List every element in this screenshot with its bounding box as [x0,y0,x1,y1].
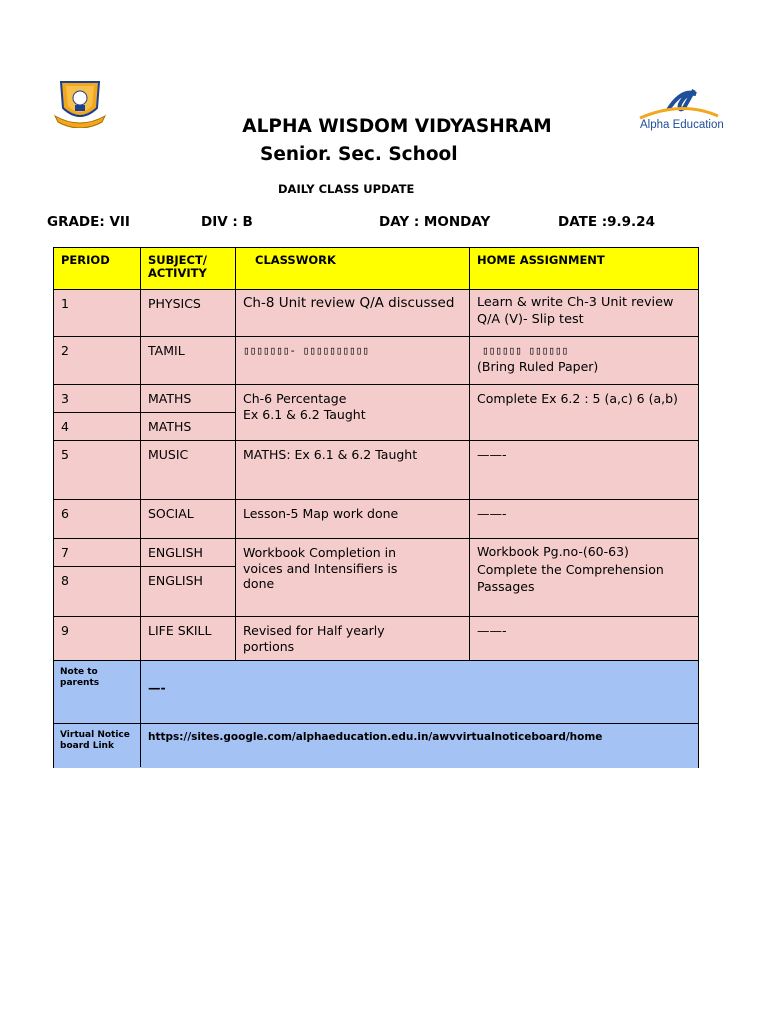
period-8: 8 [61,573,69,588]
logo-brand-text: Alpha Education [640,119,724,131]
link-label: Virtual Notice board Link [60,730,130,751]
classwork-1: Ch-8 Unit review Q/A discussed [243,295,455,311]
classwork-3-line1: Ch-6 Percentage [243,391,347,406]
date-label: DATE :9.9.24 [558,214,655,230]
home-2-note: (Bring Ruled Paper) [477,358,599,374]
col-header-subject: SUBJECT/ ACTIVITY [148,253,208,280]
classwork-9: Revised for Half yearly portions [243,623,385,654]
period-6: 6 [61,506,69,521]
subject-7: ENGLISH [148,545,203,560]
div-label: DIV : B [201,214,253,230]
day-label: DAY : MONDAY [379,214,491,230]
col-header-period: PERIOD [61,253,110,267]
col-header-classwork: CLASSWORK [255,253,336,267]
home-3: Complete Ex 6.2 : 5 (a,c) 6 (a,b) [477,391,678,406]
classwork-3 [236,385,469,428]
subject-6: SOCIAL [148,506,194,521]
home-6: ——- [477,506,507,521]
school-name: ALPHA WISDOM VIDYASHRAM [242,116,552,137]
subject-1: PHYSICS [148,296,201,311]
classwork-6: Lesson-5 Map work done [243,506,399,521]
period-2: 2 [61,343,69,358]
home-2-tamil: ▯▯▯▯▯▯ ▯▯▯▯▯▯ [482,344,569,357]
grade-label: GRADE: VII [47,214,130,230]
subject-4: MATHS [148,419,192,434]
home-9: ——- [477,623,507,638]
classwork-3-line2: Ex 6.1 & 6.2 Taught [243,406,366,422]
home-1: Learn & write Ch-3 Unit review Q/A (V)- Slip test [477,295,674,327]
class-update-table [53,247,699,768]
period-4: 4 [61,419,69,434]
subject-2: TAMIL [148,343,185,358]
home-2 [470,337,698,380]
subject-8: ENGLISH [148,573,203,588]
period-9: 9 [61,623,69,638]
school-type: Senior. Sec. School [260,144,458,165]
period-5: 5 [61,447,69,462]
subject-5: MUSIC [148,447,189,462]
document-title: DAILY CLASS UPDATE [278,182,415,196]
classwork-7: Workbook Completion in voices and Intensifiers is done [243,545,398,591]
subject-3: MATHS [148,391,192,406]
note-value: —- [148,680,166,695]
classwork-5: MATHS: Ex 6.1 & 6.2 Taught [243,447,418,462]
period-1: 1 [61,296,69,311]
period-3: 3 [61,391,69,406]
period-7: 7 [61,545,69,560]
home-7: Workbook Pg.no-(60-63) Complete the Comprehension Passages [477,544,664,594]
classwork-2: ▯▯▯▯▯▯▯- ▯▯▯▯▯▯▯▯▯▯ [243,344,369,357]
subject-9: LIFE SKILL [148,623,212,638]
note-label: Note to parents [60,667,100,688]
notice-board-link[interactable]: https://sites.google.com/alphaeducation.edu.in/awvvirtualnoticeboard/home [148,731,603,743]
col-header-home: HOME ASSIGNMENT [477,253,605,267]
home-5: ——- [477,447,507,462]
